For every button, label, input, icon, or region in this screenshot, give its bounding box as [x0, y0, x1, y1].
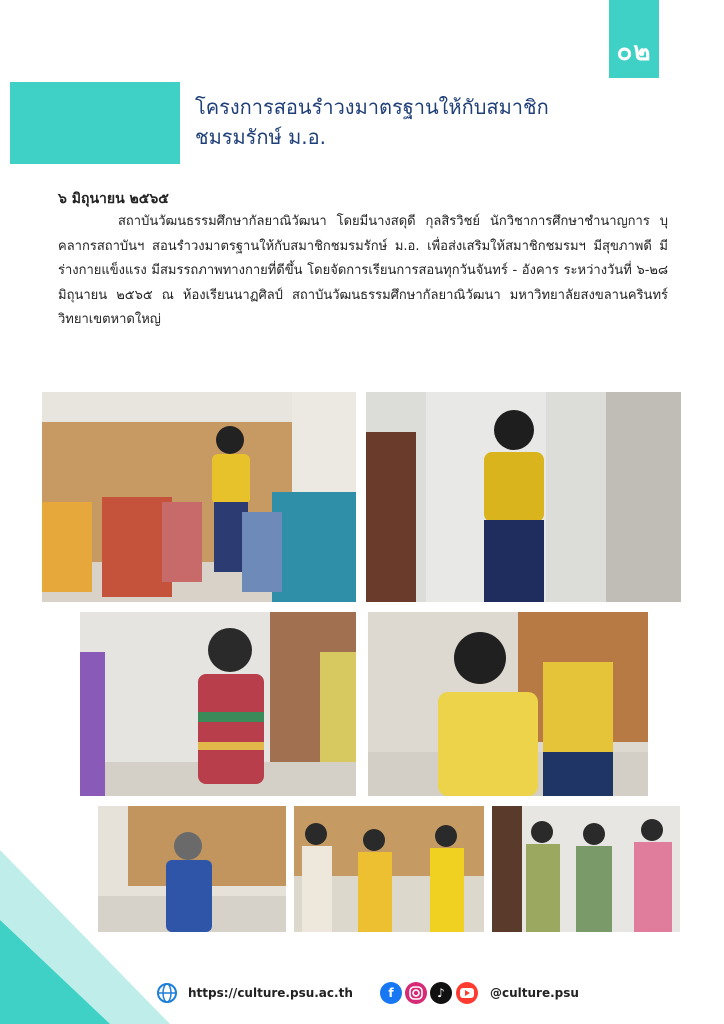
title-line-2: ชมรมรักษ์ ม.อ.: [195, 125, 326, 149]
website-link[interactable]: https://culture.psu.ac.th: [188, 986, 353, 1000]
facebook-icon[interactable]: f: [380, 982, 402, 1004]
page-title: [195, 92, 675, 152]
tiktok-icon[interactable]: ♪: [430, 982, 452, 1004]
page-number-tab: [609, 0, 659, 78]
event-date: ๖ มิถุนายน ๒๕๖๕: [58, 191, 169, 207]
social-handle[interactable]: @culture.psu: [490, 986, 579, 1000]
youtube-icon[interactable]: [456, 982, 478, 1004]
photo-dancer-yellow-shirt: [368, 612, 648, 796]
photo-members-group: [492, 806, 680, 932]
corner-decoration: [0, 850, 170, 1024]
instagram-icon[interactable]: [405, 982, 427, 1004]
title-accent-bar: [10, 82, 180, 164]
body-paragraph: สถาบันวัฒนธรรมศึกษากัลยาณิวัฒนา โดยมีนางสดุดี กุลสิรวิชย์ นักวิชาการศึกษาชำนาญการ บุคลากรสถาบันฯ สอนรำวงมาตรฐานให้กับสมาชิกชมรมรักษ์ ม.อ. เพื่อส่งเสริมให้สมาชิกชมรมฯ มีสุขภาพดี มีร่างกายแข็งแรง มีสมรรถภาพทางกายที่ดีขึ้น โดยจัดการเรียนการสอนทุกวันจันทร์ - อังคาร ระหว่างวันที่ ๖-๒๘ มิถุนายน ๒๕๖๕ ณ ห้องเรียนนาฏศิลป์ สถาบันวัฒนธรรมศึกษากัลยาณิวัฒนา มหาวิทยาลัยสงขลานครินทร์ วิทยาเขตหาดใหญ่: [58, 214, 668, 327]
photo-members-speaking: [294, 806, 484, 932]
photo-instructor-leading-class: [42, 392, 356, 602]
page-number: ๐๒: [616, 37, 652, 67]
photo-dancer-plaid-dress: [80, 612, 356, 796]
photo-instructor-closeup: [366, 392, 681, 602]
title-line-1: โครงการสอนรำวงมาตรฐานให้กับสมาชิก: [195, 95, 549, 119]
globe-icon: [156, 982, 178, 1004]
